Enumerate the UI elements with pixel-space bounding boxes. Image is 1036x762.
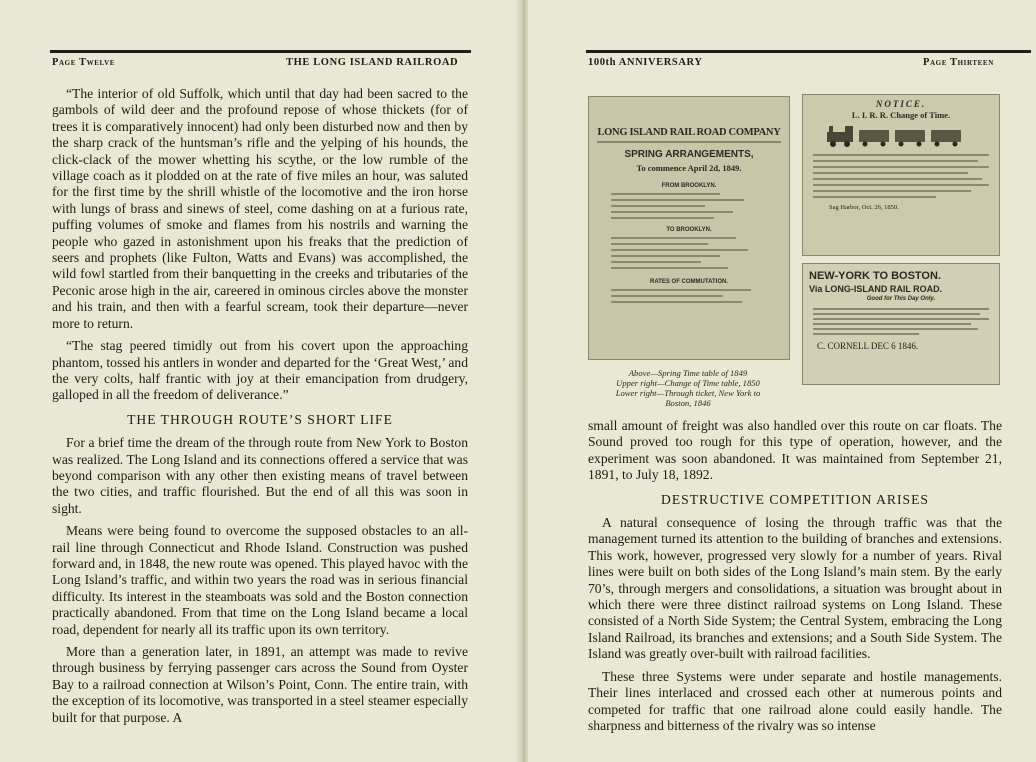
paragraph: small amount of freight was also handled over this route on car floats. The Sound proved too rough for this type of operation, however, and the experiment was soon abandoned. It was maintained from September 21, 1891, to July 18, 1892. [588,418,1002,483]
timetable-rows [611,289,767,303]
divider [597,141,781,143]
header-rule [586,50,1031,53]
timetable-subtitle: SPRING ARRANGEMENTS, [624,149,754,160]
page-number: Page Twelve [52,57,116,68]
timetable-to: TO BROOKLYN. [666,227,712,233]
ticket-illustration [802,263,1000,385]
notice-body [813,154,989,198]
timetable-rows [611,193,767,219]
paragraph: These three Systems were under separate and hostile managements. Their lines interlaced and crossed each other at numerous points and competed for traffic that one railroad alone could easily handle. The sharpness and bitterness of the rivalry was so intense [588,668,1002,733]
ticket-subtitle: Via LONG-ISLAND RAIL ROAD. [809,284,943,294]
ticket-title: NEW-YORK TO BOSTON. [809,270,941,282]
section-heading: THE THROUGH ROUTE’S SHORT LIFE [127,411,393,427]
timetable-illustration [588,96,790,360]
illustration-caption [588,368,788,408]
timetable-from: FROM BROOKLYN. [661,183,717,189]
timetable-rows [611,237,767,269]
caption-line: Upper right—Change of Time table, 1850 [616,378,760,388]
notice-illustration [802,94,1000,256]
left-body [52,86,468,732]
notice-subtitle: L. I. R. R. Change of Time. [851,110,951,120]
notice-title: NOTICE. [875,99,927,109]
ticket-signature: C. CORNELL DEC 6 1846. [817,341,919,351]
paragraph: Means were being found to overcome the supposed obstacles to an all-rail line through Connecticut and Rhode Island. Construction was pushed forward and, in 1848, the new route was opened. This played havoc with the Long Island’s traffic, and within two years the road was in serious financial difficulty. Its interest in the steamboats was sold and the Boston connection practically abandoned. From that time on the Long Island became a local road, dependent for nearly all its traffic upon its own territory. [52,523,468,637]
paragraph: “The stag peered timidly out from his covert upon the approaching phantom, tossed his antlers in wonder and departed for the ‘Great West,’ and the very colts, half frantic with joy at their emancipation from drudgery, galloped in all the freedom of deliverance.” [52,338,468,403]
running-title: 100th ANNIVERSARY [588,57,703,68]
header-rule [50,50,471,53]
paragraph: “The interior of old Suffolk, which until that day had been sacred to the gambols of wild deer and the profound repose of whose thickets (for of trees it is comparatively innocent) had only been disturbed now and then by the sharp crack of the huntsman’s rifle and the yelping of his hounds, the click-clack of the mower whetting his scythe, or the low rumble of the village coach as it plodded on at the rate of five miles an hour, was saluted for the first time by the shrill whistle of the locomotive and the iron horse with lungs of brass and sinews of steel, come dashing on at a furious rate, puffing volumes of smoke and flames from his nostrils and warning the people who gazed in astonishment upon his freaks that the prediction of seers and prophets (like Fulton, Watts and Evans) was accomplished, the wild fowl startled from their banquetting in the creeks and tributaries of the Peconic arose high in the air, careered in ominous circles above the monster and his train, and then with a fearful scream, took their departure—never more to return. [52,86,468,331]
timetable-title: LONG ISLAND RAIL ROAD COMPANY [597,127,781,138]
locomotive-icon [821,124,981,148]
paragraph: More than a generation later, in 1891, an attempt was made to revive through business by ferrying passenger cars across the Sound from Oyster Bay to a railroad connection at Wilson’s Point, Conn. The entire train, with the exception of its locomotive, was transported in a steel steamer especially built for that purpose. A [52,644,468,725]
page-number: Page Thirteen [923,57,994,68]
right-page [528,0,1036,762]
notice-date: Sag Harbor, Oct. 26, 1850. [829,204,899,211]
right-body [588,418,1002,740]
running-title: THE LONG ISLAND RAILROAD [286,57,459,68]
section-heading: DESTRUCTIVE COMPETITION ARISES [661,491,929,507]
caption-line: Above—Spring Time table of 1849 [628,368,748,378]
timetable-rates: RATES OF COMMUTATION. [650,279,728,285]
caption-line: Boston, 1846 [665,398,711,408]
ticket-body [813,308,989,335]
paragraph: A natural consequence of losing the through traffic was that the management turned its attention to the building of branches and extensions. This work, however, progressed very slowly for a number of years. Rival lines were built on both sides of the Long Island’s main stem. By the early 70’s, through mergers and consolidations, a situation was brought about in which there were three distinct railroad systems on Long Island. These consisted of a North Side System; the Central System, embracing the Long Island Railroad, its branches and extensions; and a South Side System. The Island was greatly over-built with railroad facilities. [588,515,1002,662]
paragraph: For a brief time the dream of the through route from New York to Boston was realized. The Long Island and its connections offered a service that was beyond comparison with any other then existing means of travel between the two cities, and traffic flourished. But the end of all this was soon in sight. [52,435,468,516]
caption-line: Lower right—Through ticket, New York to [615,388,761,398]
ticket-validity: Good for This Day Only. [866,296,936,302]
timetable-commence: To commence April 2d, 1849. [636,163,742,173]
